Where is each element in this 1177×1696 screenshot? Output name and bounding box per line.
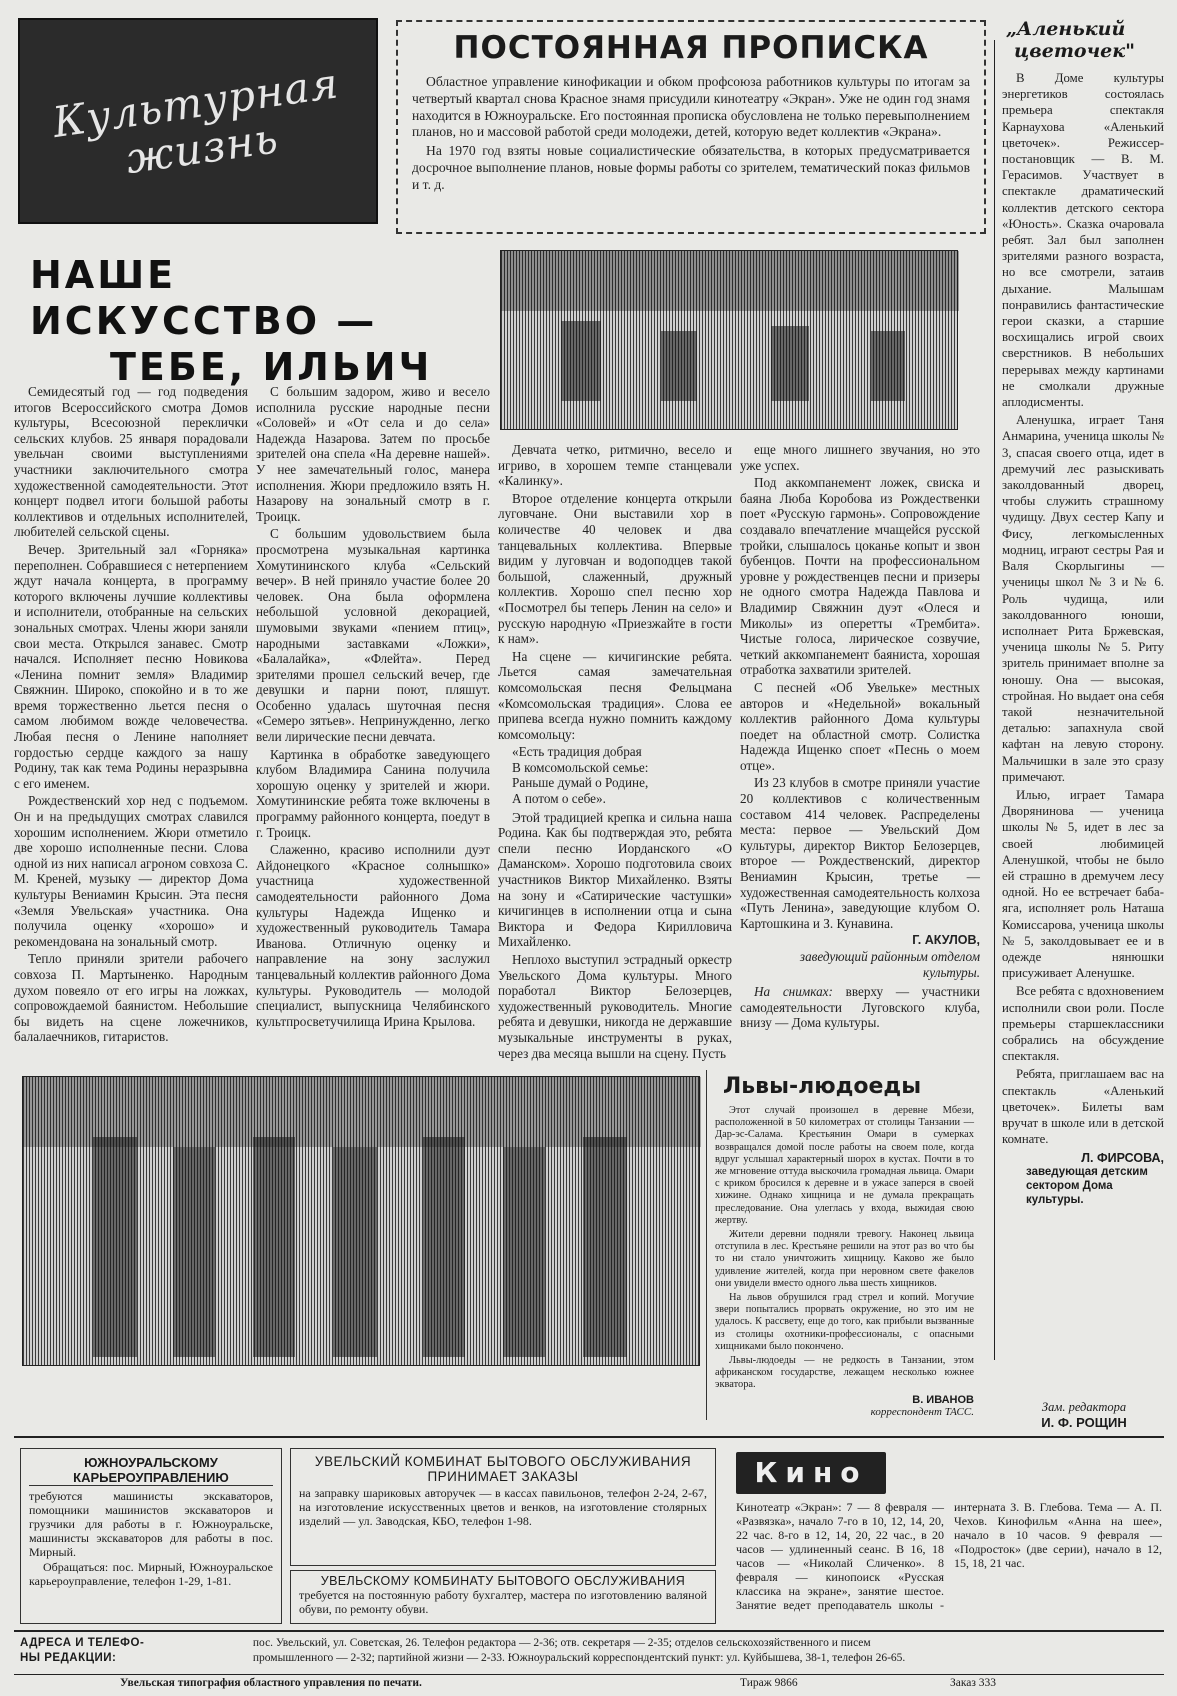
main-signature-role: заведующий районным отделом культуры. [799, 949, 980, 980]
footer-address-label-1: АДРЕСА И ТЕЛЕФО- [20, 1637, 145, 1649]
kino-text: Кинотеатр «Экран»: 7 — 8 февраля — «Развязка», начало 7-го в 10, 12, 14, 20, 22 час. 8-го в 12, 14, 20, 22 час., в 20 часов — удлиненный сеанс. В 16, 18 часов — «Николай Сличенко». 8 февраля — кинопоиск «Русская классика на экране», занятие шестое. Занятие ведет преподаватель школы - интерната З. В. Глебова. Тема — А. П. Чехов. Кинофильм «Анна на шее», начало в 10 часов. 9 февраля — «Подросток» (две серии), начало в 12, 15, 18, 21 час. [736, 1500, 1162, 1612]
kino-text-col2 [946, 1452, 1162, 1622]
main-col2-para-2: С большим удовольствием была просмотрена музыкальная картинка Хомутининского клуба «Сельский вечер». В ней приняло участие более 20 человек. Она была оформлена небольшой условной декорацией, шумовыми звуками «пением птиц», народными заставками «Ложки», «Балалайка», «Флейта». Перед зрителями прошел сельский вечер, где девушки и парни поют, пляшут. Особенно удалась шуточная песня «Семеро зятьев». Непринужденно, легко вели лирические песни девчата. [256, 526, 490, 745]
main-col3-para-4: Этой традицией крепка и сильна наша Родина. Как бы подтверждая это, ребята спели песню Иорданского «О Даманском». Хорошо подготовила своих участников Виктор Михайленко. Взяты на зону и «Сатирические частушки» кичигинцев в исполнении отца и сына Викторa и Федора Кирилловича Михайленко. [498, 809, 732, 950]
footer-address-line-1: пос. Увельский, ул. Советская, 26. Телефон редактора — 2-36; отв. секретаря — 2-35; отделов сельскохозяйственного и писем [252, 1637, 871, 1649]
main-headline [30, 252, 460, 389]
ad-quarry [20, 1448, 282, 1624]
photo-bottom [22, 1076, 700, 1366]
main-col1-para-4: Тепло приняли зрители рабочего совхоза П. Мартыненко. Народным духом повеяло от его игры на ложках, сопровождаемой баянистом. Небольшие бы видеть на сцене ложечников, балалаечников, гитаристов. [14, 951, 248, 1045]
footer-top-rule [14, 1630, 1164, 1632]
lions-para-2: Жители деревни подняли тревогу. Наконец львица отступила в лес. Крестьяне решили на этот раз во что бы то ни стало уничтожить хищницу. Каково же было удивление жителей, когда при неровном свете факелов они увидели вместо одного льва шесть хищников. [715, 1229, 974, 1289]
flower-para-5: Ребята, приглашаем вас на спектакль «Аленький цветочек». Билеты вам вручат в школе или в детской комнате. [1002, 1067, 1164, 1147]
main-col3-para-5: Неплохо выступил эстрадный оркестр Увельского Дома культуры. Много поработал Виктор Белозерцев, художественный руководитель. Многие ребята и девушки, никогда не державшие музыкальные инструменты в руках, через два месяца вышли на сцену. Пусть [498, 952, 732, 1061]
ad-kbo-subtitle: ПРИНИМАЕТ ЗАКАЗЫ [427, 1469, 579, 1484]
verse-line-1: «Есть традиция добрая [512, 744, 642, 760]
main-title-line2: ТЕБЕ, ИЛЬИЧ [110, 345, 433, 389]
verse-line-3: Раньше думай о Родине, [512, 775, 649, 791]
main-col4-para-4: Из 23 клубов в смотре приняли участие 20 коллективов с количественным составом 414 человек. Распределены места: первое — Увельский Дом культуры, директор Виктор Белозерцев, второе — Рождественский, директор Вениамин Крысин, третье — художественная самодеятельность колхоза «Путь Ленина», заведующие клубом О. Картошкина и З. Кунавина. [740, 775, 980, 931]
main-col4-para-3: С песней «Об Увельке» местных авторов и «Недельной» вокальный коллектив районного Дома культуры поедет на областной смотр. Солистка Надежда Ищенко споет «Песнь о моем отце». [740, 679, 980, 773]
lions-article [706, 1070, 982, 1420]
ad-kbo [290, 1448, 716, 1566]
main-col4-para-1: еще много лишнего звучания, но это уже успех. [740, 442, 980, 473]
main-signature: Г. АКУЛОВ, [912, 933, 980, 948]
editor-credit [1004, 1400, 1164, 1430]
flower-para-4: Все ребята с вдохновением исполнили свои роли. После премьеры старшеклассники собрались на обсуждение спектакля. [1002, 984, 1164, 1064]
main-col2-para-4: Слаженно, красиво исполнили дуэт Айдонецкого «Красное солнышко» участница художественной самодеятельности районного Дома культуры Надежда Ищенко и художественный руководитель Тамара Иванова. Отличную оценку и направление на зону заслужил танцевальный коллектив районного Дома культуры. Руководитель — молодой специалист, выпускница Челябинского культпросветучилища Ирина Крылова. [256, 842, 490, 1029]
footer-printer-line [120, 1677, 1160, 1693]
flower-title-line2: цветочек" [1014, 40, 1136, 62]
footer-address-label-2: НЫ РЕДАКЦИИ: [20, 1652, 117, 1664]
main-verse [498, 744, 732, 806]
lions-signature: В. ИВАНОВ [912, 1393, 974, 1406]
footer-order: Заказ 333 [950, 1677, 997, 1689]
flower-para-3: Илью, играет Тамара Дворянинова — ученица школы № 5, идет в лес за своей любимицей Аленушкой, чтобы не было ей страшно в дремучем лесу одной. Но ее встречает баба-яга, исполняет роль Наташа Комиссарова, ученица школы № 5, заколдовывает ее и в одежде нянюшки присуживает Аленушке. [1002, 787, 1164, 981]
main-caption-label: На снимках: [754, 984, 833, 1000]
footer-address [20, 1636, 1164, 1672]
main-col-3 [498, 442, 732, 1063]
ad-quarry-title-1: ЮЖНОУРАЛЬСКОМУ [84, 1455, 218, 1470]
ad-quarry-title-2: КАРЬЕРОУПРАВЛЕНИЮ [29, 1470, 273, 1486]
main-col-4 [740, 442, 980, 1033]
lions-para-1: Этот случай произошел в деревне Мбези, расположенной в 50 километрах от столицы Танзании — Дар-эс-Салама. Крестьянин Омари в сумерках возвращался домой после работы на своем поле, когда вдруг услышал характерный шорох в кустах. Почти в то же мгновение оттуда выскочила громадная львица. Омари с криком бросился к деревне и в ужасе заперся в своей хижине. Однако хищница и не думала прекращать преследование. Она улеглась у входа, выжидая свою жертву. [715, 1105, 974, 1226]
flower-title-line1: „Аленький [1006, 18, 1126, 40]
propiska-title: ПОСТОЯННАЯ ПРОПИСКА [453, 30, 929, 66]
ad-kbo2-title: УВЕЛЬСКОМУ КОМБИНАТУ БЫТОВОГО ОБСЛУЖИВАНИЯ [320, 1574, 686, 1588]
editor-role: Зам. редактора [1041, 1400, 1127, 1414]
propiska-para-2: На 1970 год взяты новые социалистические обязательства, в которых предусматривается досрочное выполнение планов, новые формы работы со зрителем, тематический показ фильмов и т. д. [412, 143, 970, 192]
main-col1-para-1: Семидесятый год — год подведения итогов Всероссийского смотра Домов культуры, Всесоюзной переклички сельских клубов. 25 января порадовали увельчан своими выступлениями участники заключительного смотра художественной самодеятельности. Этот концерт подвел итоги большой работы коллективов и отдельных исполнителей, любителей сельской сцены. [14, 384, 248, 540]
lions-signature-role: корреспондент ТАСС. [870, 1405, 974, 1418]
ad-kbo2 [290, 1570, 716, 1624]
right-column-divider [994, 40, 995, 1360]
verse-line-4: А потом о себе». [512, 791, 606, 807]
lions-para-3: На львов обрушился град стрел и копий. Могучие звери попытались прорвать окружение, но это им не удалось. К рассвету, еще до того, как прибыли вызванные из столицы охотники-профессионалы, с опасными хищниками было покончено. [715, 1292, 974, 1352]
flower-para-1: В Доме культуры энергетиков состоялась премьера спектакля Карнаухова «Аленький цветочек». Режиссер-постановщик — В. М. Герасимов. Участвует в спектакле драматический коллектив детского сектора «Юность». Сказка очаровала ребят. Зал был заполнен зрителями разного возраста, но все смотрели, затаив дыхание. Малышам понравились фантастические герои сказки, а старшие восхищались игрой своих сверстников. В небольших перерывах между картинами не смолкали дружные аплодисменты. [1002, 71, 1164, 410]
flower-para-2: Аленушка, играет Таня Анмарина, ученица школы № 3, спасая своего отца, идет в дремучий лес разыскивать заколдованный дворец, чтобы служить страшному чудищу. Двух сестер Капу и Фису, легкомысленных модниц, играют сестры Рая и Валя Скорлыгины — ученицы школ № 3 и № 6. Роль чудища, или заколдованного юноши, исполнает Рита Бржевская, ученица школы № 5. Риту зритель принимает вполне за юношу. Она — высокая, стройная. Но выдает она себя такой незначительной деталью: запахнула свой кафтан на левую сторону. Мальчишки в зале это сразу примечают. [1002, 413, 1164, 784]
footer-tirage: Тираж 9866 [740, 1677, 798, 1689]
rubric-label: Культурная жизнь [49, 58, 342, 184]
main-col1-para-2: Вечер. Зрительный зал «Горняка» переполнен. Собравшиеся с нетерпением ждут начала концерта, в программу которого включены лучшие коллективы и исполнители, отобранные на сельских зональных смотрах. Члены жюри заняли свои места. Открылся занавес. Смотр начался. Исполняет песню Новикова «Ленина помнит земля» Владимир Свяжнин. Широко, спокойно и в то же время торжественно льется песня о самом любимом вожде человечества. Любая песня о Ленине наполняет гордостью сердце каждого за нашу Родину, так как тема Родины неразрывна с его именем. [14, 541, 248, 791]
main-col1-para-3: Рождественский хор нед с подъемом. Он и на предыдущих смотрах славился хорошим исполнением. Жюри отметило две хорошо исполненные песни. Слова одной из них написал агроном совхоза С. М. Креней, музыку — директор Дома культуры Вениамин Крысин. Эта песня «Земля Увельская» участника. Она получила оценку «хорошо» и рекомендована на зональный смотр. [14, 793, 248, 949]
rubric-block [18, 18, 378, 224]
flower-title [1002, 18, 1164, 62]
kino-title-box [736, 1452, 886, 1494]
propiska-box [396, 20, 986, 234]
flower-article [1002, 18, 1164, 1438]
footer-printer: Увельская типография областного управления по печати. [120, 1677, 422, 1689]
footer-address-line-2: промышленного — 2-32; партийной жизни — 2-33. Южноуральский корреспондентский пункт: ул. Куйбышева, 38-1, телефон 26-65. [252, 1652, 906, 1664]
lions-title: Львы-людоеды [723, 1074, 922, 1099]
ads-top-rule [14, 1436, 1164, 1438]
verse-line-2: В комсомольской семье: [512, 759, 649, 775]
editor-name: И. Ф. РОЩИН [1041, 1415, 1127, 1430]
ad-quarry-text-2: Обращаться: пос. Мирный, Южноуральское карьероуправление, телефон 1-29, 1-81. [29, 1560, 273, 1588]
main-col-1 [14, 384, 248, 1047]
main-caption-text: вверху — участники самодеятельности Луговского клуба, внизу — Дома культуры. [740, 984, 980, 1031]
ad-kbo2-text: требуется на постоянную работу бухгалтер, мастера по изготовлению валяной обуви, по ремонту обуви. [299, 1588, 707, 1616]
lions-para-4: Львы-людоеды — не редкость в Танзании, этом африканском государстве, лежащем несколько южнее экватора. [715, 1355, 974, 1391]
flower-signature: Л. ФИРСОВА, [1081, 1151, 1164, 1166]
main-col3-para-2: Второе отделение концерта открыли луговчане. Они выставили хор в количестве 40 человек и два танцевальных коллектива. Впервые видим у луговчан и водоподцев такой большой, слаженный, дружный коллектив. Хорошо спел песню хор «Посмотрел бы теперь Ленин на село» и русскую народную «Приезжайте в гости к нам». [498, 490, 732, 647]
ad-kbo-text: на заправку шариковых авторучек — в кассах павильонов, телефон 2-24, 2-67, на изготовление искусственных цветов и венков, на изготовление столярных изделий — ул. Заводская, КБО, телефон 1-98. [299, 1486, 707, 1528]
main-col4-para-2: Под аккомпанемент ложек, свиcка и баяна Люба Коробова из Рождественки поет «Русскую гармонь». Сопровождение создавало впечатление мчащейся русской тройки, слышалось цоканье копыт и звон бубенцов. Почти на профессиональном уровне у рождественцев песни и призеры не одного смотра Надежда Павлова и Владимир Свяжнин дуэт «Олеся и Миколы» из оперетты «Трембита». Чистые голоса, лирическое созвучие, четкий аккомпанемент баяниста, хорошая отработка захватили зрителей. [740, 475, 980, 678]
propiska-para-1: Областное управление кинофикации и обком профсоюза работников культуры по итогам за четвертый квартал снова Красное знамя присудили кинотеатру «Экран». Уже не один год знамя находится в Южноуральске. Его постоянная прописка обусловлена не только перевыполнением планов, но и массовой работой среди молодежи, детей, которую ведет коллектив «Экрана». [412, 74, 970, 140]
photo-top [500, 250, 958, 430]
ad-kbo-title: УВЕЛЬСКИЙ КОМБИНАТ БЫТОВОГО ОБСЛУЖИВАНИЯ [314, 1454, 692, 1469]
main-col2-para-1: С большим задором, живо и весело исполнила русские народные песни «Соловей» и «От села и до села» Надежда Назарова. Затем по просьбе зрителей она спела «На деревне нашей». У нее замечательный голос, манера исполнения. Жюри предложило взять Н. Назарову на зональный смотр в г. Троицк. [256, 384, 490, 524]
main-col3-para-1: Девчата четко, ритмично, весело и игриво, в хорошем темпе станцевали «Калинку». [498, 442, 732, 489]
flower-signature-role: заведующая детским сектором Дома культуры. [1026, 1166, 1148, 1207]
kino-title: Кино [754, 1456, 868, 1489]
main-col3-para-3: На сцене — кичигинские ребята. Льется самая замечательная комсомольская песня Фельцмана «Комсомольская традиция». Слова ее припева всегда нужно помнить каждому комсомольцу: [498, 648, 732, 742]
main-caption [740, 984, 980, 1031]
main-col2-para-3: Картинка в обработке заведующего клубом Владимира Санина получила хорошую оценку у зрителей и жюри. Хомутининские ребята тоже включены в программу районного концерта, поедут в г. Троицк. [256, 746, 490, 840]
main-col-2 [256, 384, 490, 1031]
main-title-line1: НАШЕ ИСКУССТВО — [30, 253, 378, 343]
footer-bottom-rule [14, 1674, 1164, 1675]
ad-quarry-text-1: требуются машинисты экскаваторов, помощники машинистов экскаваторов и грузчики для работы в г. Южноуральске, машинисты экскаваторов для работы в пос. Мирный. [29, 1489, 273, 1559]
